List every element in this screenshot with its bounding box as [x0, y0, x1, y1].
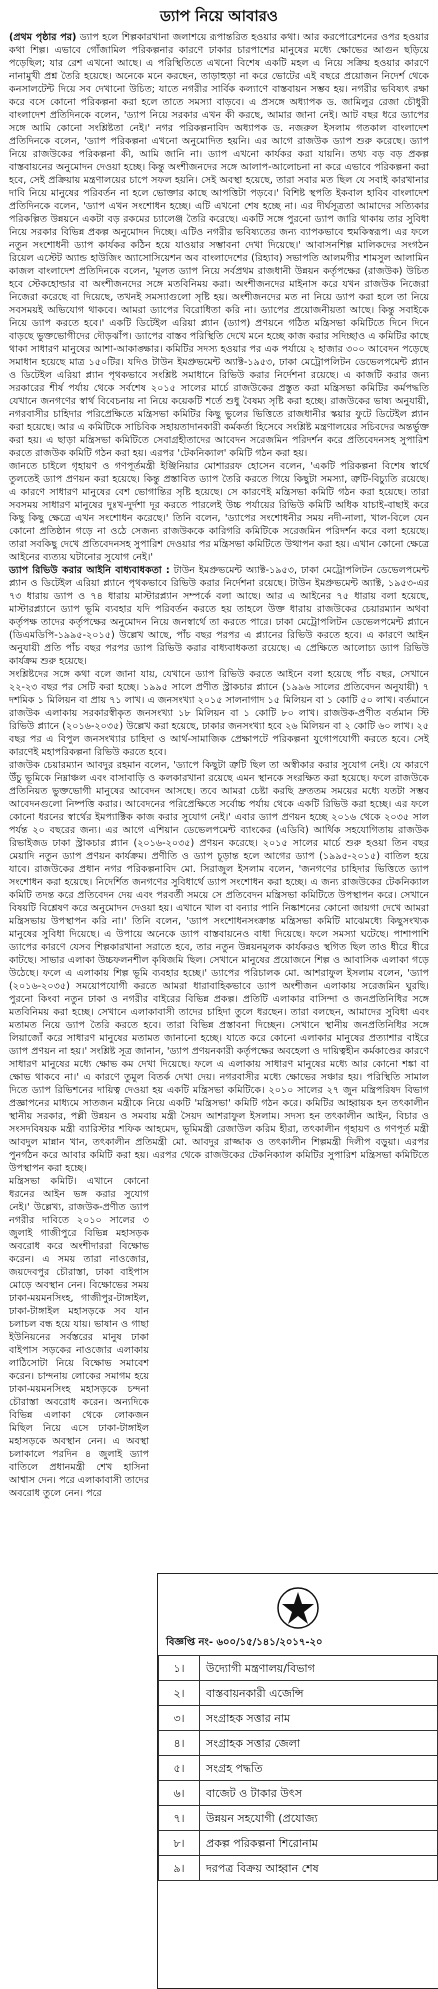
- notice-row-number: ৯।: [159, 1856, 200, 1881]
- notice-table-row: [159, 1706, 438, 1731]
- left-column-continuation: [9, 1175, 149, 1500]
- notice-row-number: ৩।: [159, 1706, 200, 1731]
- notice-row-label: বাজেট ও টাকার উৎস: [200, 1781, 438, 1806]
- article-paragraph-1-text: ড্যাপ হলে শিল্পকারখানা জলাশয়ে রূপান্তরিত হওয়ার কথা। আর করপোরেশনের ওপর হওয়ার কথা শিল্প। এভাবে গোঁজামিল পরিকল্পনার কারণে ঢাকার চারপাশের মানুষের মধ্যে ক্ষোভের আগুন ছড়িয়ে পড়েছিল; যার রেশ এখনো আছে। এ পরিস্থিতিতে এখনো বিশেষ একটি মহল এ নিয়ে সক্রিয় হওয়ার কারণে নানামুখী প্রশ্ন তৈরি হয়েছে। অনেকে মনে করছেন, তাড়াহুড়া না করে ভোটের এই বছরে প্রয়োজন নিদের্শ থেকে কনসালটেন্ট দিয়ে সব দেখানো উচিত; যাতে নগরীর সার্বিক কল্যাণে বাস্তবায়ন সম্ভব হয়। নগরীর ভবিষ্যৎ রক্ষা করে বসে কোনো পরিকল্পনা করা হলে তাতে সমস্যা বাড়বে। এ প্রসঙ্গে অধ্যাপক ড. জামিলুর রেজা চৌধুরী বাংলাদেশ প্রতিদিনকে বলেন, 'ড্যাপ নিয়ে সরকার এখন কী করছে, আমার জানা নেই। আট বছর ধরে ড্যাপের সঙ্গে আমি কোনো সংশ্লিষ্টতা নেই।' নগর পরিকল্পনাবিদ অধ্যাপক ড. নজরুল ইসলাম গতকাল বাংলাদেশ প্রতিদিনকে বলেন, 'ড্যাপ পরিকল্পনা এখনো অনুমোদিত হয়নি। এর আগে রাজউক ড্যাপ শুরু করেছে। ড্যাপ নিয়ে রাজউকের পরিকল্পনা কী, আমি জানি না। ড্যাপ এখনো কার্যকর করা যায়নি। তথ্য বড় বড় প্রকল্প বাস্তবায়নের অনুমোদন দেওয়া হচ্ছে। কিন্তু অংশীজনদের সঙ্গে আলাপ-আলোচনা না করে এভাবে পরিকল্পনা করা হবে, সেই প্রক্রিয়ায় মন্ত্রণালয়ের চাপে সফল হয়নি। সেই অবস্থা হয়েছে, তারা সবার মত ছিল যে সবাই কারখানার দাবি নিয়ে মানুষের পরিবর্তন না হলে ভোক্তার কাছে আপত্তিটা পড়বে।' বিশিষ্ট স্থপতি ইকবাল হাবিব বাংলাদেশ প্রতিদিনকে বলেন, 'ড্যাপ এখন সংশোধন হচ্ছে। এটি এখনো শেষ হচ্ছে না। এর দীর্ঘসূত্রতা আমাদের সত্যিকার পরিকল্পিত উন্নয়নে একটা বড় রকমের চ্যালেঞ্জ তৈরি করেছে। একটি সঙ্গে পুরনো ড্যাপ জারি থাকায় তার সুবিধা নিয়ে সরকার বিভিন্ন প্রকল্প অনুমোদন দিচ্ছে। এটিও নগরীর ভবিষ্যতের জন্য ব্যাপকভাবে হুমকিস্বরূপ। এর ফলে নতুন সংশোধনী ড্যাপ কার্যকর কঠিন হয়ে যাওয়ার সম্ভাবনা দেখা দিয়েছে।' আবাসনশিল্প মালিকদের সংগঠন রিয়েল এস্টেট অ্যান্ড হাউজিং অ্যাসোসিয়েশন অব বাংলাদেশের (রিহ্যাব) সভাপতি আলমগীর শামসুল আলামিন কাজল বাংলাদেশ প্রতিদিনকে বলেন, 'মূলত ড্যাপ নিয়ে সর্বপ্রথম রাজধানী উন্নয়ন কর্তৃপক্ষের (রাজউক) উচিত হবে স্টেকহোল্ডার বা অংশীজনদের সঙ্গে মতবিনিময় করা। অংশীজনদের মাইনাস করে যখন রাজউক নিজেরা নিজেরা করেছে বা দিয়েছে, তখনই সমস্যাগুলো সৃষ্টি হয়। অংশীজনদের মত না নিয়ে ড্যাপ করা হলে তা নিয়ে সবসময়ই অভিযোগ থাকবে। আমরা ড্যাপের বিরোধিতা করি না। ড্যাপের প্রয়োজনীয়তা আছে। কিন্তু সবাইকে নিয়ে ড্যাপ করতে হবে।' একটি ডিটেইল এরিয়া প্ল্যান (ড্যাপ) প্রণয়নে গঠিত মন্ত্রিসভা কমিটিতে দিনে দিনে বাড়ছে ভুক্তভোগীদের দৌড়ঝাঁপ। ড্যাপের বাস্তব পরিস্থিতি দেখে মনে হচ্ছে কাজ করার সদিচ্ছাও এ কমিটির কাছে থাকা সাধারণ মানুষের আশা-আকাঙ্ক্ষার। কমিটির সদস্য হওয়ার পর এক পর্যায়ে ২ হাজার ৩০০ আবেদন পড়েছে সমাধান হয়েছে মাত্র ১৫০টির। যদিও টাউন ইমপ্রুভমেন্ট অ্যাক্ট-১৯৫৩, ঢাকা মেট্রোপলিটন ডেভেলপমেন্ট প্ল্যান ও ডিটেইল এরিয়া প্ল্যান পৃথকভাবে সংশ্লিষ্ট সমাধানে রিভিউ করার নির্দেশনা রয়েছে। এ কাজটি করার জন্য সরকারের শীর্ষ পর্যায় থেকে সর্বশেষ ২০১৫ সালের মার্চে রাজউকের প্রস্তুত করা মন্ত্রিসভা কমিটির কর্মপদ্ধতি যেখানে জনগণের স্বার্থ বিবেচনায় না নিয়ে কয়েকটি শর্তে শুধু বৈষম্য সৃষ্টি করা হচ্ছে। রাজউকের ভাষ্য অনুযায়ী, নগরবাসীর চাহিদার পরিপ্রেক্ষিতে মন্ত্রিসভা কমিটির কিছু ভুলের ভিত্তিতে রাজধানীর স্কয়ার ফুটে ডিটেইল প্ল্যান করা হয়েছে। আর এ কমিটিকে সাচিবিক সহায়তাদানকারী কর্মকর্তা হিসেবে সংশ্লিষ্ট মন্ত্রণালয়ের সচিবদের অন্তর্ভুক্ত করা হয়। এ ছাড়া মন্ত্রিসভা কমিটিতে সেবাগ্রহীতাদের আবেদন সরেজমিন পরিদর্শন করে প্রতিবেদনসহ সুপারিশ করতে রাজউক কমিটি গঠন করা হয়। এরপর 'টেকনিক্যাল' কমিটি গঠন করা হয়।: [9, 32, 429, 459]
- notice-table-row: [159, 1806, 438, 1831]
- notice-row-label: উদ্যোগী মন্ত্রণালয়/বিভাগ: [200, 1656, 438, 1681]
- notice-table-row: [159, 1781, 438, 1806]
- notice-row-label: প্রকল্প পরিকল্পনা শিরোনাম: [200, 1831, 438, 1856]
- article-paragraph-2: জানতে চাইলে গৃহায়ণ ও গণপূর্তমন্ত্রী ইঞ্জিনিয়ার মোশাররফ হোসেন বলেন, 'একটি পরিকল্পনা বিশেষ স্বার্থে তুলতেই ড্যাপ প্রণয়ন করা হয়েছে। কিন্তু প্রস্তাবিত ড্যাপ তৈরি করতে গিয়ে কিছুটা সমস্যা, ত্রুটি-বিচ্যুতি রয়েছে। এ কারণে সাধারণ মানুষের বেশ ভোগান্তির সৃষ্টি হয়েছে। সে কারণেই মন্ত্রিসভা কমিটি গঠন করা হয়েছে। তারা সবসময় সাধারণ মানুষের দুঃখ-দুর্দশা দূর করতে পারলেই উচ্চ পর্যায়ের রিভিউ কমিটি অধিক যাচাই-বাছাই করে কিছু কিছু ক্ষেত্রে এখন সংশোধন করেছে।' তিনি বলেন, 'ড্যাপের সংশোধনীর সময় নদী-নালা, খাল-বিলে যেন কোনো প্রতিষ্ঠান গড়ে না ওঠে সেজন্য রাজউককে কারিগরি কমিটিকে সরেজমিন পরিদর্শন করে বলা হয়েছে। তারা সবকিছু দেখে প্রতিবেদনসহ সুপারিশ দেওয়ার পর মন্ত্রিসভা কমিটিতে উত্থাপন করা হয়। এখান কোনো ক্ষেত্রে আইনের ব্যত্যয় ঘটানোর সুযোগ নেই।': [9, 461, 430, 563]
- notice-row-number: ৮।: [159, 1831, 200, 1856]
- section-paragraph-3: রাজউক চেয়ারম্যান আবদুর রহমান বলেন, 'ড্যাপে কিছুটা ত্রুটি ছিল তা অস্বীকার করার সুযোগ নেই। যে কারণে উঁচু ভূমিকে নিম্নাঞ্চল এবং বাসাবাড়ি ও কলকারখানা রয়েছে এমন স্থানকে সংরক্ষিত করা হয়েছে। ফলে রাজউকে প্রতিনিয়ত ভুক্তভোগী মানুষের আবেদন আসছে। তবে আমরা চেষ্টা করছি দ্রুততম সময়ের মধ্যে যতটা সম্ভব আবেদনগুলো নিষ্পত্তি করার। আবেদনের পরিপ্রেক্ষিতে সর্বোচ্চ পর্যায় থেকে একটি রিভিউ করা হচ্ছে। এর ফলে কোনো ধরনের স্বার্থের ইমপ্যাক্টিক কাজ করার সুযোগ নেই।' এবার ড্যাপ প্রণয়ন হচ্ছে ২০১৬ থেকে ২০৩৫ সাল পর্যন্ত ২০ বছরের জন্য। এর আগে এশিয়ান ডেভেলপমেন্ট ব্যাংকের (এডিবি) আর্থিক সহযোগিতায় রাজউক রিভাইজড ঢাকা স্ট্রাকচার প্ল্যান (২০১৬-২০৩৫) প্রণয়ন করেছে। ২০১৫ সালের মার্চে শুরু হওয়া তিন বছর মেয়াদি নতুন ড্যাপ প্রণয়ন কার্যক্রম। প্রণীতি ও ড্যাপ চূড়ান্ত হলে আগের ড্যাপ (১৯৯৫-২০১৫) বাতিল হয়ে যাবে। রাজউকের প্রধান নগর পরিকল্পনাবিদ মো. সিরাজুল ইসলাম বলেন, 'জনগণের চাহিদার ভিত্তিতে ড্যাপ সংশোধন করা হয়েছে। নিদের্শিত জনগণের সুবিধার্থে ড্যাপ সংশোধন করা হচ্ছে। এ জন্য রাজউকের টেকনিক্যাল কমিটি তদন্ত করে প্রতিবেদন দেয় এবং পরবর্তী সময়ে সে প্রতিবেদন মন্ত্রিসভা কমিটিতে উপস্থাপন করে। সেখানে বিষয়টি বিশ্লেষণ করে অনুমোদন দেওয়া হয়। এখানে খাল বা বন্যার পানি নিষ্কাশনের কোনো জায়গা দেখে আমরা মন্ত্রিসভায় উপস্থাপন করি না।' তিনি বলেন, 'ড্যাপ সংশোধনসংক্রান্ত মন্ত্রিসভা কমিটি মাঝেমধ্যে কিছুসংখ্যক মানুষের সুবিধা দিয়েছে। এ উপায়ে অনেকে ড্যাপ বাস্তবায়নেও বাধা দিয়েছে। ফলে সমস্যা ঘটেছে। পাশাপাশি ড্যাপের কারণে যেসব শিল্পকারখানা সরাতে হবে, তার নতুন উন্নয়নমূলক কার্যকরও স্থগিত ছিল তাও ধীরে ধীরে কাটছে। সাভার এলাকা উচ্চফলনশীল কৃষিজমি ছিল। সেখানে মানুষের প্রয়োজনে শিল্প ও আবাসিক এলাকা গড়ে উঠেছে। ফলে এ এলাকায় শিল্প ভূমি ব্যবহার হচ্ছে।' ড্যাপের পরিচালক মো. আশরাফুল ইসলাম বলেন, 'ড্যাপ (২০১৬-২০৩৫) সময়োপযোগী করতে আমরা ধারাবাহিকভাবে ড্যাপ অংশীজন এলাকায় সরেজমিন ঘুরছি। পুরনো কিংবা নতুন ঢাকা ও নগরীর বাইরের বিভিন্ন প্রকল্প। প্রতিটি এলাকার বাসিন্দা ও জনপ্রতিনিধির সঙ্গে মতবিনিময় করা হচ্ছে। সেখানে এলাকাবাসী তাদের চাহিদা তুলে ধরছেন। তারা বলছেন, আমাদের সুবিধা এবং মতামত নিয়ে ড্যাপ তৈরি করতে হবে। তারা বিভিন্ন প্রস্তাবনা দিচ্ছেন। সেখানে স্থানীয় জনপ্রতিনিধির সঙ্গে লিয়াজোঁ করে সাধারণ মানুষের মতামত জানানো হচ্ছে। যাতে করে কোনো এলাকার মানুষের প্রত্যাশার বাইরে ড্যাপ প্রণয়ন না হয়।' সংশ্লিষ্ট সূত্র জানান, 'ড্যাপ প্রণয়নকারী কর্তৃপক্ষের অবহেলা ও দায়িত্বহীন কর্মকাণ্ডের কারণে সাধারণ মানুষের মধ্যে ক্ষোভ কম দেখা দিয়েছে। ফলে এ এলাকায় সাধারণ মানুষের মধ্যে আর কোনো শঙ্কা বা ক্ষোভ থাকবে না।' এ কারণে তুমুল বিতর্ক দেখা দেয়। নগরবাসীর মধ্যে ক্ষোভের সঞ্চার হয়। পরিস্থিতি সামাল দিতে ড্যাপ রিভিশনের দায়িত্ব দেওয়া হয় একটি মন্ত্রিসভা কমিটিকে। ২০১০ সালের ২৭ জুন মন্ত্রিপরিষদ বিভাগ প্রজ্ঞাপনের মাধ্যমে সাতজন মন্ত্রীকে নিয়ে একটি 'মন্ত্রিসভা' কমিটি গঠন করে। কমিটির আহ্বায়ক হন তৎকালীন স্থানীয় সরকার, পল্লী উন্নয়ন ও সমবায় মন্ত্রী সৈয়দ আশরাফুল ইসলাম। সদস্য হন তৎকালীন আইন, বিচার ও সংসদবিষয়ক মন্ত্রী ব্যারিস্টার শফিক আহমেদ, ভূমিমন্ত্রী রেজাউল করিম হীরা, তৎকালীন গৃহায়ণ ও গণপূর্ত মন্ত্রী আবদুল মান্নান খান, তৎকালীন প্রতিমন্ত্রী মো. আবদুর রাজ্জাক ও তৎকালীন শিল্পমন্ত্রী দিলীপ বড়ুয়া। এরপর পুনর্গঠন করে আবার কমিটি করা হয়। এরপর থেকে রাজউকের টেকনিক্যাল কমিটির সুপারিশ মন্ত্রিসভা কমিটিতে উপস্থাপন করা হচ্ছে।: [9, 760, 429, 1174]
- notice-row-label: বাস্তবায়নকারী এজেন্সি: [200, 1681, 438, 1706]
- government-notice-ad: [157, 1573, 438, 1989]
- notice-row-number: ৬।: [159, 1781, 200, 1806]
- article-headline: ড্যাপ নিয়ে আবারও: [160, 7, 278, 25]
- notice-table-row: [159, 1856, 438, 1881]
- article-body: [9, 31, 429, 1175]
- notice-row-label: দরপত্র বিক্রয় আহ্বান শেষ: [200, 1856, 438, 1881]
- continuation-tag: (প্রথম পৃষ্ঠার পর): [9, 32, 77, 43]
- notice-row-number: ২।: [159, 1681, 200, 1706]
- notice-row-label: সংগ্রাহক সত্তার জেলা: [200, 1731, 438, 1756]
- notice-table-row: [159, 1656, 438, 1681]
- notice-row-label: সংগ্রহ পদ্ধতি: [200, 1756, 438, 1781]
- section-paragraph-1-text: টাউন ইমপ্রুভমেন্ট অ্যাক্ট-১৯৫৩, ঢাকা মেট্রোপলিটন ডেভেলপমেন্ট প্ল্যান ও ডিটেইল এরিয়া প্ল্যানে পৃথকভাবে রিভিউ করার নির্দেশনা রয়েছে। টাউন ইমপ্রুভমেন্ট অ্যাক্ট, ১৯৫৩-এর ৭৩ ধারায় ড্যাপ ও ৭৪ ধারায় মাস্টারপ্ল্যান সম্পর্কে বলা আছে। আর এ আইনের ৭৫ ধারায় বলা হয়েছে, মাস্টারপ্ল্যানে ড্যাপ ভূমি ব্যবহার যদি পরিবর্তন করতে হয় তাহলে উক্ত ধারায় রাজউকের চেয়ারম্যান অথবা কর্তৃপক্ষ তাদের কর্তৃপক্ষের অনুমোদন নিয়ে জনস্বার্থে তা করতে পারে। ঢাকা মেট্রোপলিটন ডেভেলপমেন্ট প্ল্যানে (ডিএমডিপি-১৯৯৫-২০১৫) উল্লেখ আছে, পাঁচ বছর পরপর এ প্ল্যানের রিভিউ করতে হবে। এ কারণে আইন অনুযায়ী প্রতি পাঁচ বছর পরপর ড্যাপ রিভিউ করার বাধ্যবাধকতা রয়েছে। এ প্রেক্ষিতে আলোচ্য ড্যাপ রিভিউ কার্যক্রম শুরু হয়েছে।: [9, 565, 429, 667]
- notice-row-number: ৪।: [159, 1731, 200, 1756]
- notice-table-row: [159, 1731, 438, 1756]
- notice-row-label: উন্নয়ন সহযোগী (প্রযোজ্য: [200, 1806, 438, 1831]
- notice-reference-number: বিজ্ঞপ্তি নং- ৬০০/১৫/১৪১/২০১৭-২০: [166, 1637, 323, 1648]
- government-emblem-icon: [276, 1586, 320, 1630]
- notice-table-row: [159, 1756, 438, 1781]
- left-column-text: মন্ত্রিসভা কমিটি। এখানে কোনো ধরনের আইন ভঙ্গ করার সুযোগ নেই।' উল্লেখ্য, রাজউক-প্রণীত ড্যাপ নগরীর দাবিতে ২০১০ সালের ৩ জুলাই গাজীপুরে বিভিন্ন মহাসড়ক অবরোধ করে অংশীদাররা বিক্ষোভ করেন। এ সময় তারা নাওজোর, জয়দেবপুর চৌরাস্তা, ঢাকা বাইপাস মোড়ে অবস্থান নেন। বিক্ষোভের সময় ঢাকা-ময়মনসিংহ, গাজীপুর-টাঙ্গাইল, ঢাকা-টাঙ্গাইল মহাসড়কে সব যান চলাচল বন্ধ হয়ে যায়। ভাষান ও গাছা ইউনিয়নের সর্বস্তরের মানুষ ঢাকা বাইপাস সড়কের নাওজোর এলাকায় লাঠিসোটা নিয়ে বিক্ষোভ সমাবেশ করেন। চান্দনায় লোকের সমাগম হয়ে ঢাকা-ময়মনসিংহ মহাসড়কে চন্দনা চৌরাস্তা অবরোধ করেন। অন্যদিকে বিভিন্ন এলাকা থেকে লোকজন মিছিল নিয়ে এসে ঢাকা-টাঙ্গাইল মহাসড়কে অবস্থান নেন। এ অবস্থা চলাকালে পরদিন ৪ জুলাই ড্যাপ বাতিলে প্রধানমন্ত্রী শেখ হাসিনা আশ্বাস দেন। পরে এলাকাবাসী তাদের অবরোধ তুলে নেন। পরে: [9, 1176, 149, 1499]
- notice-row-number: ১।: [159, 1656, 200, 1681]
- notice-table-row: [159, 1681, 438, 1706]
- notice-row-label: সংগ্রাহক সত্তার নাম: [200, 1706, 438, 1731]
- section-subhead: ড্যাপ রিভিউ করার আইনি বাধ্যবাধকতা :: [9, 565, 170, 576]
- article-paragraph-1: [9, 31, 429, 460]
- section-paragraph-2: সংশ্লিষ্টদের সঙ্গে কথা বলে জানা যায়, যেখানে ড্যাপ রিভিউ করতে আইনে বলা হয়েছে পাঁচ বছর, সেখানে ২২-২৩ বছর পর সেটি করা হচ্ছে। ১৯৯৫ সালে প্রণীত স্ট্রাকচার প্ল্যানে (১৯৯৬ সালের প্রতিবেদন অনুযায়ী) ৭ দশমিক ১ মিলিয়ন বা প্রায় ৭১ লাখ। এ জনসংখ্যা ২০১৫ সালনাগাদ ১৫ মিলিয়ন বা ১ কোটি ৫০ লাখ। বর্তমানে রাজউক এলাকায় সরকারস্বীকৃত জনসংখ্যা ১৮ মিলিয়ন বা ১ কোটি ৮০ লাখ। রাজউক-প্রণীত বর্তমান স্টি রিভিউ প্ল্যানে (২০১৬-২০৩৫) উল্লেখ করা হয়েছে, ঢাকার জনসংখ্যা হবে ২৬ মিলিয়ন বা ২ কোটি ৬০ লাখ। ২৫ বছর পর এ বিপুল জনসংখ্যার চাহিদা ও আর্থ-সামাজিক প্রেক্ষাপটে পরিকল্পনা যুগোপযোগী করতে হবে। সেই কারণেই মহাপরিকল্পনা রিভিউ করতে হবে।: [9, 669, 429, 758]
- notice-row-number: ৫।: [159, 1756, 200, 1781]
- notice-table: [158, 1655, 438, 1881]
- section-paragraph-1: [9, 564, 429, 668]
- notice-row-number: ৭।: [159, 1806, 200, 1831]
- notice-table-row: [159, 1831, 438, 1856]
